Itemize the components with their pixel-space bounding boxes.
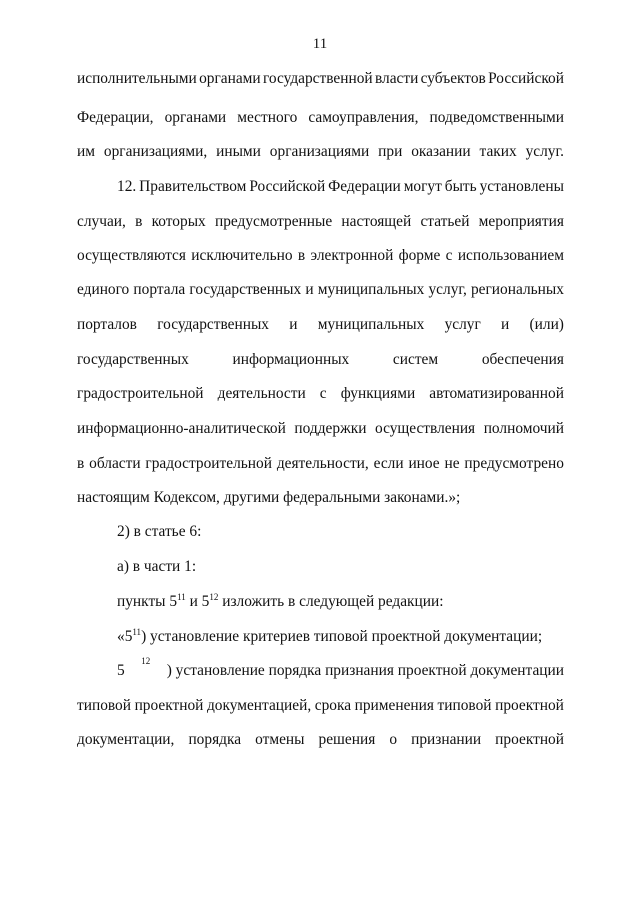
text-line: [77, 315, 564, 335]
word: систем: [392, 351, 439, 368]
word: порядка: [188, 731, 242, 748]
page-number: 11: [312, 36, 328, 52]
text-line-last: 2) в статье 6:: [117, 523, 202, 540]
word: деятельности,: [276, 455, 369, 472]
word: и: [501, 316, 510, 333]
word: проектной: [495, 697, 564, 714]
superscript: 12: [209, 592, 219, 602]
word: информационно-аналитической: [77, 420, 286, 437]
word: типовой: [437, 697, 492, 714]
text-line: [77, 384, 564, 404]
word: (или): [529, 316, 564, 333]
text-line-last: а) в части 1:: [117, 558, 197, 575]
word: отмены: [255, 731, 305, 748]
word: портала: [133, 281, 186, 298]
word: исключительно: [191, 247, 293, 264]
text-line: [77, 142, 564, 162]
word: самоуправления,: [308, 109, 419, 126]
word: области: [89, 455, 141, 472]
word: типовой: [77, 697, 131, 714]
text-line: [77, 350, 564, 370]
word: органами: [199, 70, 261, 87]
word: государственных: [189, 281, 302, 298]
word: информационных: [232, 351, 350, 368]
word: субъектов: [420, 70, 486, 87]
text-line: [117, 656, 564, 681]
word: признании: [411, 731, 482, 748]
word: настоящей: [341, 213, 412, 230]
text-line: [77, 108, 564, 128]
word: предусмотрено: [464, 455, 564, 472]
text-line: [77, 419, 564, 439]
word: использованием: [457, 247, 564, 264]
word: таких: [479, 143, 517, 160]
word: электронной: [310, 247, 394, 264]
word: документации,: [77, 731, 175, 748]
word: услуг: [444, 316, 481, 333]
word: в: [297, 247, 306, 264]
word: случаи,: [77, 213, 126, 230]
superscript: 12: [141, 656, 151, 666]
text-run: «5: [117, 628, 133, 645]
word: организациями,: [103, 143, 208, 160]
word: оказании: [411, 143, 471, 160]
text-line: [77, 280, 564, 300]
word: в: [135, 213, 143, 230]
word: Федерации: [328, 178, 401, 195]
text-run: пункты 5: [117, 593, 178, 610]
text-line-last: [117, 627, 564, 647]
word: которых: [151, 213, 206, 230]
word: решения: [318, 731, 376, 748]
word: муниципальных: [317, 281, 425, 298]
word: градостроительной: [145, 455, 272, 472]
word: органами: [164, 109, 227, 126]
word: и: [289, 316, 298, 333]
text-line: [77, 69, 564, 89]
text-line: [77, 246, 564, 266]
word: проектной: [134, 697, 204, 714]
word: с: [319, 385, 327, 402]
text-line: [77, 730, 564, 750]
word: Российской: [488, 70, 564, 87]
word: услуг,: [428, 281, 467, 298]
word: Российской: [249, 178, 326, 195]
word: могут: [403, 178, 442, 195]
word: форме: [398, 247, 441, 264]
text-line: [77, 454, 564, 474]
word: при: [378, 143, 403, 160]
word: осуществления: [374, 420, 476, 437]
word: иными: [216, 143, 261, 160]
word: статьей: [420, 213, 470, 230]
word: деятельности: [217, 385, 306, 402]
text-run: ) установление критериев типовой проектной документации;: [141, 628, 543, 645]
word: с: [445, 247, 453, 264]
word: государственных: [157, 316, 269, 333]
word: не: [444, 455, 460, 472]
superscript: 11: [177, 592, 186, 602]
word: им: [77, 143, 95, 160]
word: Правительством: [139, 178, 247, 195]
word: о: [389, 731, 398, 748]
word: осуществляются: [77, 247, 186, 264]
word: Федерации,: [77, 109, 154, 126]
text-line: [77, 696, 564, 716]
word: если: [373, 455, 404, 472]
text-line: [117, 177, 564, 197]
word: иное: [408, 455, 440, 472]
word: подведомственными: [429, 109, 564, 126]
word: установлены: [479, 178, 564, 195]
word: местного: [237, 109, 298, 126]
word: градостроительной: [77, 385, 204, 402]
word: применения: [354, 697, 434, 714]
word: быть: [444, 178, 477, 195]
word: и: [305, 281, 314, 298]
word: 12.: [117, 178, 137, 195]
word: полномочий: [483, 420, 564, 437]
word: обеспечения: [481, 351, 564, 368]
word: государственной: [262, 70, 373, 87]
text-line-last: [117, 592, 564, 612]
text-run: и 5: [185, 593, 210, 610]
word: региональных: [470, 281, 564, 298]
text-run: 5: [117, 662, 125, 679]
word: документацией,: [206, 697, 312, 714]
word: государственных: [77, 351, 189, 368]
word: единого: [77, 281, 130, 298]
text-line: [77, 212, 564, 232]
word: проектной: [495, 731, 564, 748]
word: порталов: [77, 316, 137, 333]
word: предусмотренные: [214, 213, 333, 230]
word: в: [77, 455, 85, 472]
word: услуг.: [525, 143, 564, 160]
word: мероприятия: [478, 213, 564, 230]
superscript: 11: [132, 627, 142, 637]
word: организациями: [269, 143, 370, 160]
word: поддержки: [294, 420, 367, 437]
word: муниципальных: [317, 316, 425, 333]
word: автоматизированной: [429, 385, 564, 402]
text-run: ) установление порядка признания проектной документации: [166, 662, 564, 679]
word: срока: [314, 697, 352, 714]
text-run: изложить в следующей редакции:: [218, 593, 444, 610]
word: власти: [374, 70, 419, 87]
word: функциями: [340, 385, 416, 402]
text-line-last: настоящим Кодексом, другими федеральными законами.»;: [77, 489, 461, 506]
word: исполнительными: [77, 70, 197, 87]
